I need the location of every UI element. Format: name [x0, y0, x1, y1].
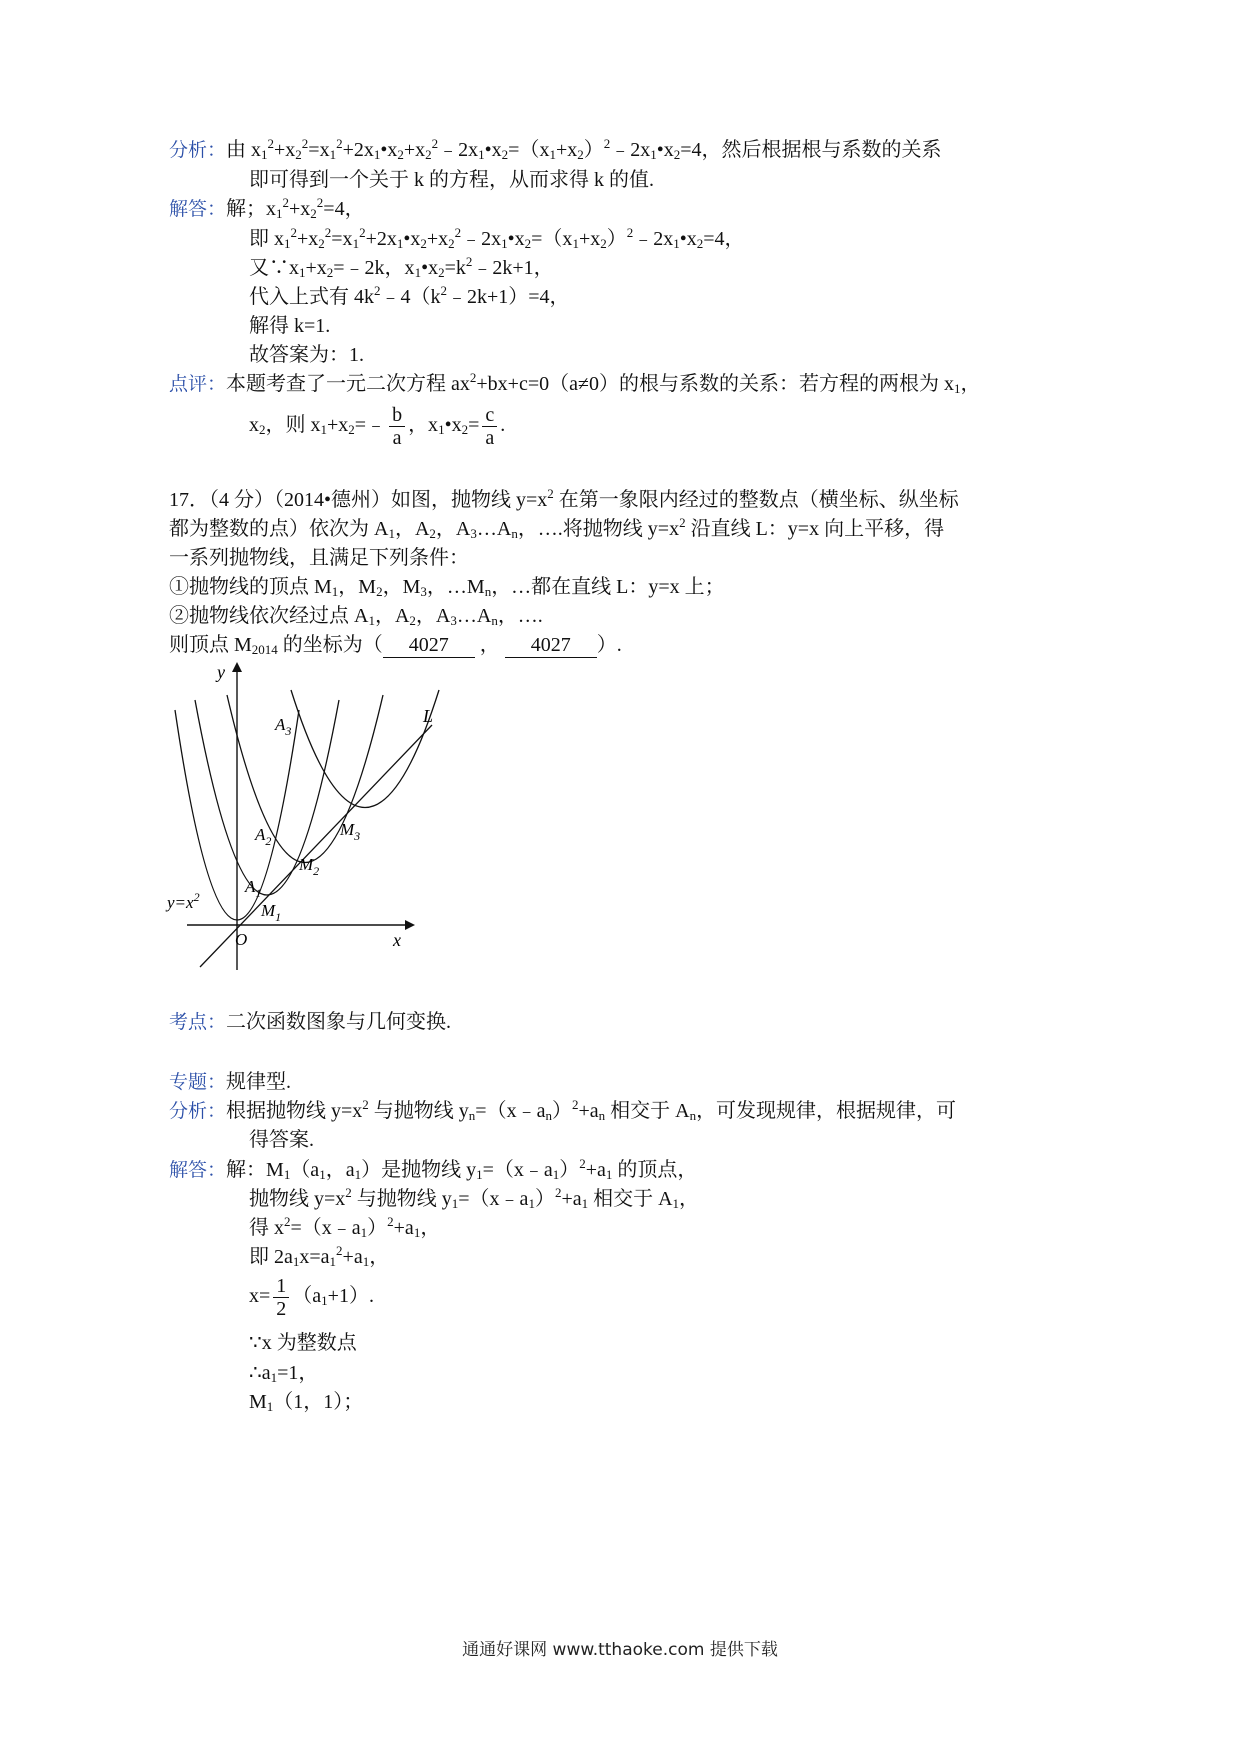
- answer-line-3: 又$\because x_1+x_2=﹣2k$，$x_1•x_2=k^2﹣2k+1$，: [249, 254, 554, 280]
- analysis2-label: 分析：: [169, 1100, 227, 1122]
- answer2-line-5: x= $\frac{1}{2}$ $(a_1+1)$.: [249, 1275, 374, 1320]
- answer2-line-4: 即 $2a_1x=a_1^2+a_1$，: [249, 1243, 390, 1269]
- question-line: 则顶点 $M_{2014}$ 的坐标为（ 4027 ， 4027 ）.: [169, 634, 622, 657]
- answer2-label: 解答：: [169, 1159, 227, 1181]
- condition-2: ②抛物线依次经过点 $A_1$，$A_2$，$A_3\dots A_n$，….: [169, 605, 543, 628]
- answer2-line-7: $\therefore a_1=1$，: [249, 1362, 319, 1385]
- topic-line: 专题：规律型.: [169, 1071, 292, 1093]
- label-M1: $M_1$: [261, 901, 282, 924]
- label-M3: $M_3$: [340, 820, 361, 843]
- label-A1: $A_1$: [245, 877, 262, 900]
- answer2-line-6: ∵x 为整数点: [249, 1332, 357, 1354]
- answer-line-1: 解答：解；$x_1^2+x_2^2=4$，: [169, 195, 365, 221]
- analysis-line-1: 分析：由 $x_1^2+x_2^2=x_1^2+2x_1•x_2+x_2^2﹣2x_1•x_2=(x_1+x_2)^2﹣2x_1•x_2=4$，然后根据根与系数的关系: [169, 136, 942, 162]
- answer-line-2: 即 $x_1^2+x_2^2=x_1^2+2x_1•x_2+x_2^2﹣2x_1•x_2=(x_1+x_2)^2﹣2x_1•x_2=4$，: [249, 225, 745, 251]
- answer-line-5: 解得 k=1.: [249, 315, 331, 337]
- parabola-4: [291, 690, 439, 808]
- fraction-c-over-a: $\frac{c}{a}$: [482, 404, 497, 449]
- origin-label: O: [235, 930, 248, 949]
- parabola-figure: [165, 660, 465, 980]
- comment-line-1: 点评：本题考查了一元二次方程 $ax^2+bx+c=0(a\ne 0)$的根与系数的关系：若方程的两根为 $x_1$，: [169, 370, 981, 396]
- answer-x-blank: 4027: [383, 633, 475, 658]
- analysis2-line-2: 得答案.: [249, 1129, 314, 1151]
- x-axis-arrow: [405, 920, 415, 930]
- curve-label: $y=x^2$: [167, 890, 200, 912]
- label-A3: $A_3$: [275, 715, 292, 738]
- problem-line-1: 17．（4 分）（2014•德州）如图，抛物线 $y=x^2$ 在第一象限内经过的整数点（横坐标、纵坐标: [169, 486, 959, 511]
- comment-label: 点评：: [169, 373, 227, 395]
- answer2-line-1: 解答：解：$M_1(a_1$，$a_1$）是抛物线 $y_1=(x﹣a_1)^2+a_1$ 的顶点，: [169, 1156, 698, 1182]
- knowledge-line: 考点：二次函数图象与几何变换.: [169, 1011, 452, 1033]
- knowledge-label: 考点：: [169, 1011, 227, 1033]
- answer-line-6: 故答案为：1.: [249, 344, 364, 366]
- problem-line-3: 一系列抛物线，且满足下列条件：: [169, 547, 469, 569]
- label-M2: $M_2$: [299, 855, 320, 878]
- answer-label: 解答：: [169, 198, 227, 220]
- label-A2: $A_2$: [255, 825, 272, 848]
- y-axis-arrow: [232, 662, 242, 672]
- problem-line-2: 都为整数的点）依次为 $A_1$，$A_2$，$A_3\dots A_n$，….将抛物线 $y=x^2$ 沿直线 L：y=x 向上平移，得: [169, 515, 945, 541]
- analysis2-line-1: 分析：根据抛物线 $y=x^2$ 与抛物线 $y_n=(x﹣a_n)^2+a_n$ 相交于 $A_n$，可发现规律，根据规律，可: [169, 1097, 957, 1123]
- fraction-one-half: $\frac{1}{2}$: [273, 1275, 289, 1320]
- answer-line-4: 代入上式有 $4k^2﹣4(k^2﹣2k+1)=4$，: [249, 283, 570, 308]
- y-axis-label: y: [217, 662, 225, 682]
- answer2-line-3: 得 $x^2=(x﹣a_1)^2+a_1$，: [249, 1214, 441, 1240]
- x-axis-label: x: [393, 930, 401, 950]
- analysis-line-2: 即可得到一个关于 k 的方程，从而求得 k 的值.: [249, 169, 654, 191]
- answer2-line-8: $M_1(1$，1）；: [249, 1391, 364, 1414]
- comment-line-2: $x_2$，则 $x_1+x_2=﹣$ $\frac{b}{a}$ ，$x_1•x_2=$ $\frac{c}{a}$ .: [249, 404, 506, 449]
- fraction-b-over-a: $\frac{b}{a}$: [389, 404, 405, 449]
- condition-1: ①抛物线的顶点 $M_1$，$M_2$，$M_3$，$\dots M_n$，…都在直线 L：y=x 上；: [169, 576, 725, 599]
- line-L-label: L: [423, 706, 434, 726]
- analysis-label: 分析：: [169, 139, 227, 161]
- topic-label: 专题：: [169, 1071, 227, 1093]
- answer-y-blank: 4027: [505, 633, 597, 658]
- page-footer: 通通好课网 www.tthaoke.com 提供下载: [462, 1640, 778, 1660]
- answer2-line-2: 抛物线 $y=x^2$ 与抛物线 $y_1=(x﹣a_1)^2+a_1$ 相交于 $A_1$，: [249, 1185, 700, 1211]
